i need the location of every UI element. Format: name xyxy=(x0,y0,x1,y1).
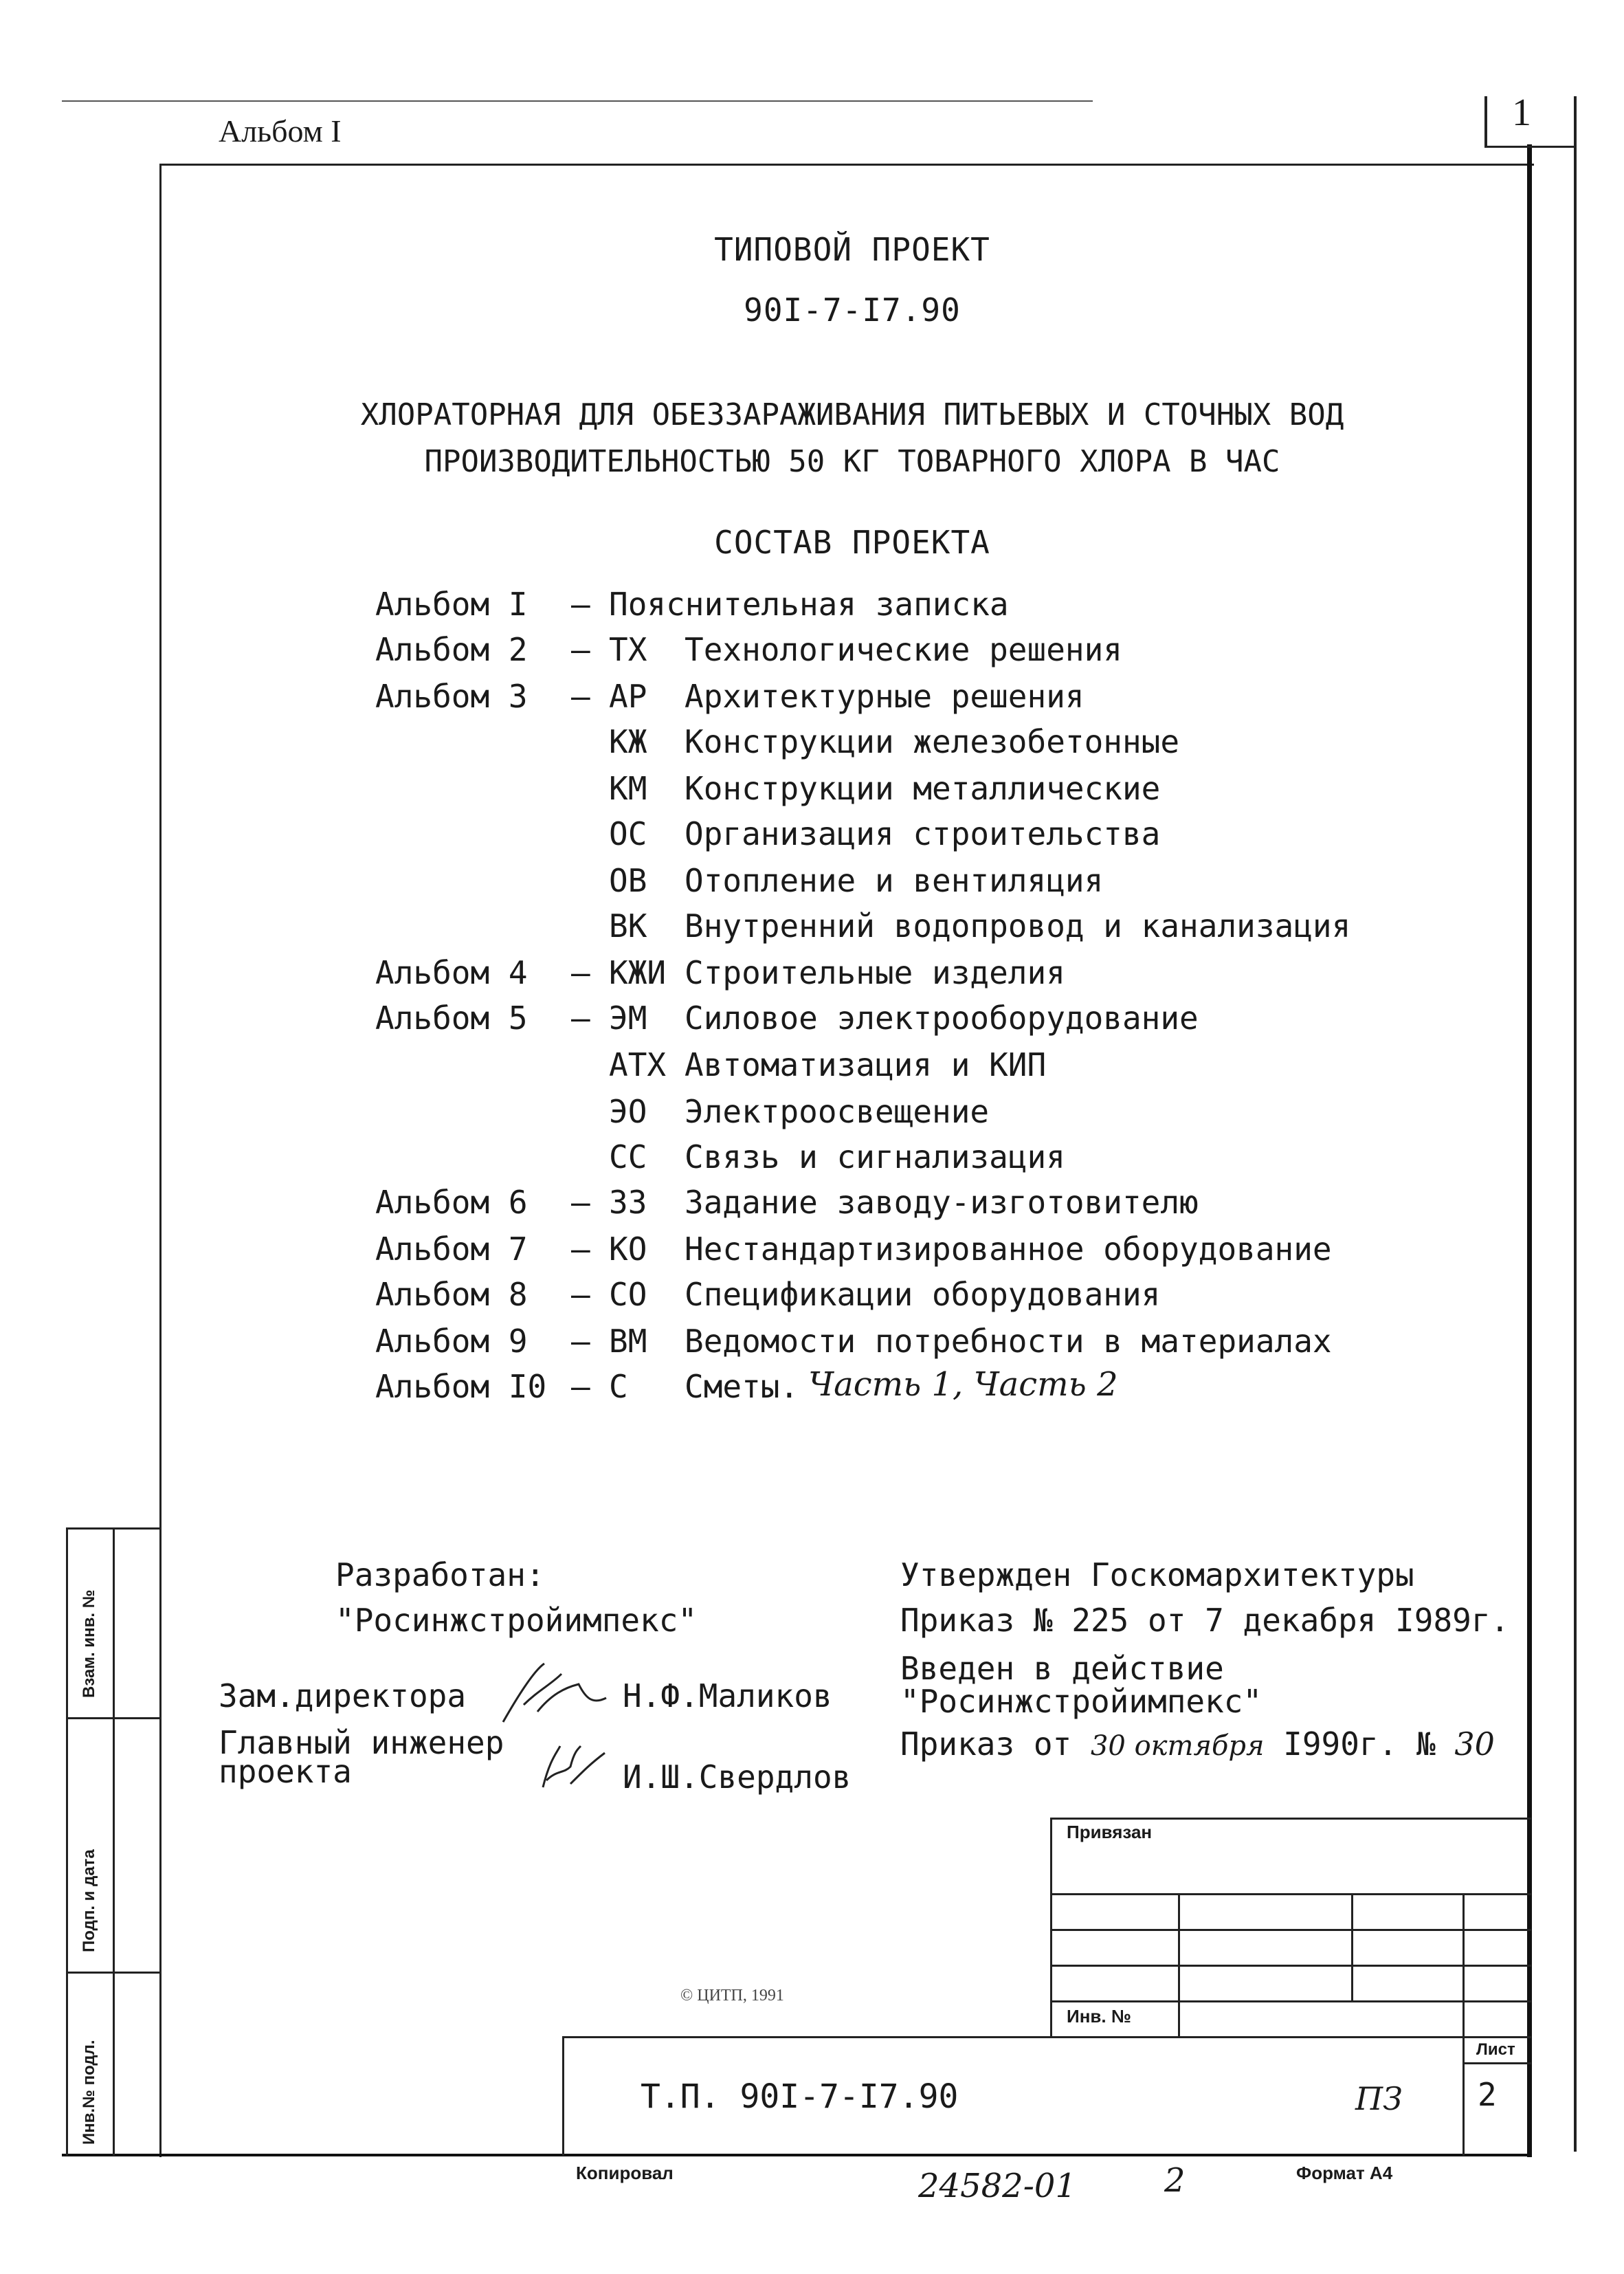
dash: – xyxy=(571,678,590,715)
album-number: Альбом 3 xyxy=(375,678,528,715)
footer-sheet-number: 2 xyxy=(1478,2076,1497,2113)
section-code: СС xyxy=(609,1138,647,1175)
section-name: Автоматизация и КИП xyxy=(685,1046,1047,1083)
album-number: Альбом 7 xyxy=(375,1230,528,1268)
footer-sheet-col xyxy=(1462,2036,1465,2156)
section-name: Задание заводу-изготовителю xyxy=(685,1184,1199,1221)
side-stamp-inner-line xyxy=(113,1527,115,2156)
developed-label: Разработан: xyxy=(335,1556,545,1593)
binding-col-3 xyxy=(1462,1893,1465,2038)
section-name: Сметы. xyxy=(685,1368,799,1405)
section-name: Электроосвещение xyxy=(685,1093,990,1130)
section-name: Пояснительная записка xyxy=(609,586,1009,623)
section-name: Связь и сигнализация xyxy=(685,1138,1065,1175)
side-stamp-outer-left xyxy=(66,1527,68,2156)
binding-col-1 xyxy=(1178,1893,1180,2038)
enacted-label: Введен в действие xyxy=(900,1650,1224,1687)
section-name: Нестандартизированное оборудование xyxy=(685,1230,1332,1268)
dash: – xyxy=(571,1000,590,1037)
deputy-director-label: Зам.директора xyxy=(219,1677,467,1714)
page-corner-number: 1 xyxy=(1512,91,1531,134)
section-code: СО xyxy=(609,1276,647,1313)
approved-by: Утвержден Госкомархитектуры xyxy=(900,1556,1414,1593)
enacted-organization: "Росинжстройимпекс" xyxy=(900,1683,1263,1720)
section-name: Организация строительства xyxy=(685,815,1161,852)
order-2-handwritten-date: 30 октября xyxy=(1090,1730,1265,1762)
footer-doc-code: Т.П. 90I-7-I7.90 xyxy=(641,2077,959,2116)
binding-inv-no-label: Инв. № xyxy=(1067,2006,1131,2027)
project-title-line-1: ХЛОРАТОРНАЯ ДЛЯ ОБЕЗЗАРАЖИВАНИЯ ПИТЬЕВЫХ И СТОЧНЫХ ВОД xyxy=(360,397,1344,432)
approval-order-2 xyxy=(900,1725,1495,1763)
section-code: С xyxy=(609,1368,628,1405)
section-name: Технологические решения xyxy=(685,631,1122,668)
dash: – xyxy=(571,586,590,623)
section-name: Конструкции железобетонные xyxy=(685,723,1180,760)
dash: – xyxy=(571,631,590,668)
binding-row-1 xyxy=(1050,1893,1531,1895)
section-name: Силовое электрооборудование xyxy=(685,1000,1199,1037)
section-code: КЖ xyxy=(609,723,647,760)
section-code: ОВ xyxy=(609,862,647,899)
footer-stamp-top xyxy=(562,2036,1531,2038)
side-label-podp-data: Подп. и дата xyxy=(80,1849,98,1952)
section-name: Внутренний водопровод и канализация xyxy=(685,907,1351,945)
chief-engineer-name: И.Ш.Свердлов xyxy=(623,1758,852,1796)
section-code: КМ xyxy=(609,770,647,807)
chief-engineer-signature xyxy=(536,1732,612,1794)
deputy-director-signature xyxy=(496,1657,613,1732)
copyright-notice: © ЦИТП, 1991 xyxy=(680,1987,784,2005)
album-number: Альбом I0 xyxy=(375,1368,547,1405)
section-name: Ведомости потребности в материалах xyxy=(685,1323,1332,1360)
binding-col-2 xyxy=(1351,1893,1353,2000)
section-code: ВМ xyxy=(609,1323,647,1360)
album-number: Альбом 5 xyxy=(375,1000,528,1037)
binding-row-3 xyxy=(1050,1965,1531,1967)
order-2-handwritten-number: 30 xyxy=(1454,1725,1495,1763)
album-number: Альбом 6 xyxy=(375,1184,528,1221)
composition-heading: СОСТАВ ПРОЕКТА xyxy=(714,524,990,561)
footer-section: ПЗ xyxy=(1355,2080,1403,2117)
album-number: Альбом I xyxy=(375,586,528,623)
binding-stamp-top xyxy=(1050,1818,1531,1820)
deputy-director-name: Н.Ф.Маликов xyxy=(623,1677,832,1714)
frame-bottom-line xyxy=(62,2154,1529,2156)
copied-label: Копировал xyxy=(576,2163,674,2183)
section-code: ВК xyxy=(609,907,647,945)
section-code: ЗЗ xyxy=(609,1184,647,1221)
corner-box-bottom xyxy=(1484,146,1577,148)
dash: – xyxy=(571,1276,590,1313)
side-stamp-divider-2 xyxy=(66,1972,161,1974)
section-code: ОС xyxy=(609,815,647,852)
side-stamp-top xyxy=(66,1527,161,1530)
footer-stamp-left xyxy=(562,2036,564,2156)
order-2-mid: I990г. № xyxy=(1264,1725,1455,1763)
section-code: ТХ xyxy=(609,631,647,668)
dash: – xyxy=(571,1184,590,1221)
footer-sheet-divider xyxy=(1462,2062,1531,2064)
corner-box-left xyxy=(1484,96,1487,148)
section-name: Спецификации оборудования xyxy=(685,1276,1161,1313)
developer-organization: "Росинжстройимпекс" xyxy=(335,1602,698,1639)
dash: – xyxy=(571,1323,590,1360)
section-code: ЭО xyxy=(609,1093,647,1130)
side-label-inv-podl: Инв.№ подл. xyxy=(80,2040,98,2145)
album-number: Альбом 9 xyxy=(375,1323,528,1360)
footer-sheet-label: Лист xyxy=(1476,2040,1515,2059)
album-number: Альбом 8 xyxy=(375,1276,528,1313)
chief-engineer-label-1: Главный инженер xyxy=(219,1724,504,1761)
section-name: Строительные изделия xyxy=(685,954,1065,991)
bottom-page-number: 2 xyxy=(1164,2161,1186,2200)
chief-engineer-label-2: проекта xyxy=(219,1753,352,1790)
dash: – xyxy=(571,1368,590,1405)
binding-row-2 xyxy=(1050,1929,1531,1931)
section-name: Архитектурные решения xyxy=(685,678,1084,715)
approval-order-1: Приказ № 225 от 7 декабря I989г. xyxy=(900,1602,1510,1639)
binding-privyazan-label: Привязан xyxy=(1067,1822,1153,1842)
project-type: ТИПОВОЙ ПРОЕКТ xyxy=(714,231,990,268)
section-code: АР xyxy=(609,678,647,715)
section-code: КО xyxy=(609,1230,647,1268)
order-2-prefix: Приказ от xyxy=(900,1725,1091,1763)
side-label-vzam-inv: Взам. инв. № xyxy=(80,1589,98,1698)
project-number: 90I-7-I7.90 xyxy=(744,291,961,329)
section-code: АТХ xyxy=(609,1046,667,1083)
format-label: Формат А4 xyxy=(1296,2163,1393,2183)
section-name: Отопление и вентиляция xyxy=(685,862,1104,899)
top-outer-line xyxy=(62,100,1093,102)
project-title-line-2: ПРОИЗВОДИТЕЛЬНОСТЬЮ 50 КГ ТОВАРНОГО ХЛОРА В ЧАС xyxy=(424,444,1280,479)
binding-row-4 xyxy=(1050,2000,1531,2002)
section-name: Конструкции металлические xyxy=(685,770,1161,807)
album-number: Альбом 2 xyxy=(375,631,528,668)
dash: – xyxy=(571,954,590,991)
section-code: КЖИ xyxy=(609,954,667,991)
dash: – xyxy=(571,1230,590,1268)
smety-handwritten-parts: Часть 1, Часть 2 xyxy=(808,1365,1118,1404)
album-number: Альбом 4 xyxy=(375,954,528,991)
album-label: Альбом I xyxy=(219,113,342,148)
section-code: ЭМ xyxy=(609,1000,647,1037)
archive-number: 24582-01 xyxy=(918,2167,1076,2205)
binding-stamp-left xyxy=(1050,1818,1052,2038)
side-stamp-divider-1 xyxy=(66,1717,161,1719)
frame-top-line xyxy=(159,164,1534,166)
